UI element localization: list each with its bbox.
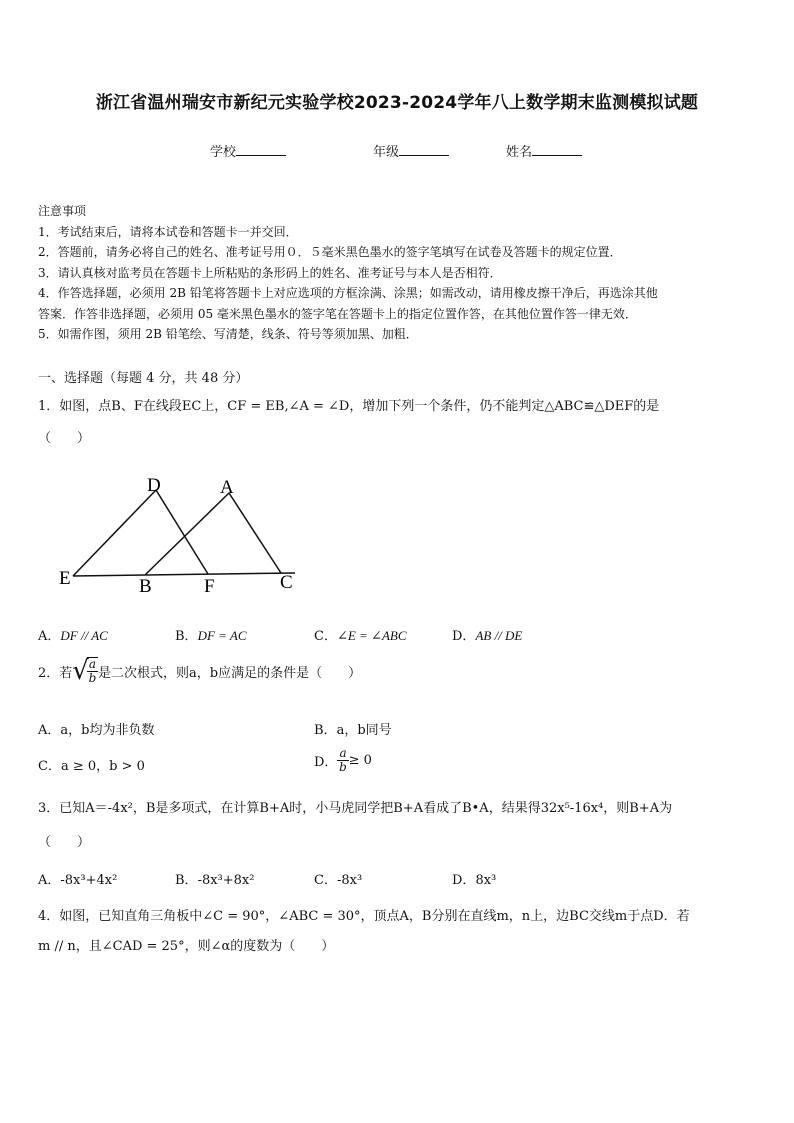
- option-letter: B．: [175, 629, 198, 644]
- question-4-stem-line2: m // n，且∠CAD = 25°，则∠α的度数为（ ）: [38, 939, 335, 954]
- school-field: [210, 141, 286, 160]
- fraction-numerator: a: [88, 657, 97, 671]
- q3-option-a[interactable]: [38, 869, 117, 888]
- school-label: 学校: [210, 145, 237, 160]
- option-text: a ≥ 0，b > 0: [60, 759, 145, 774]
- q1-option-b[interactable]: [175, 625, 247, 644]
- name-blank: [532, 143, 582, 156]
- question-2-stem: [38, 657, 361, 685]
- label-b: B: [139, 576, 152, 597]
- label-d: D: [147, 475, 161, 496]
- option-text: a，b同号: [336, 723, 392, 738]
- segment-ed: [73, 490, 156, 576]
- radical-sign-icon: √: [72, 656, 89, 686]
- label-e: E: [59, 568, 71, 589]
- section-title: 一、选择题（每题 4 分，共 48 分）: [38, 371, 249, 386]
- option-letter: C．: [314, 873, 337, 888]
- grade-field: [373, 141, 449, 160]
- note-item: 4．作答选择题，必须用 2B 铅笔将答题卡上对应选项的方框涂满、涂黑；如需改动，请用橡皮擦干净后，再选涂其他: [38, 286, 658, 300]
- q1-option-c[interactable]: [314, 625, 407, 644]
- segment-df: [156, 490, 208, 574]
- note-item: 5．如需作图，须用 2B 铅笔绘、写清楚，线条、符号等须加黑、加粗．: [38, 327, 418, 341]
- q2-option-a[interactable]: [38, 719, 154, 738]
- segment-ba: [145, 493, 229, 575]
- q3-option-d[interactable]: [452, 869, 496, 888]
- q2-prefix: 2．若: [38, 665, 73, 681]
- option-letter: A．: [38, 723, 61, 738]
- q1-option-a[interactable]: [38, 625, 108, 644]
- option-letter: D．: [452, 873, 476, 888]
- option-text: AB // DE: [475, 628, 523, 643]
- q2-suffix: 是二次根式，则a，b应满足的条件是（ ）: [98, 665, 362, 681]
- label-c: C: [280, 572, 293, 593]
- sqrt-expression: [72, 657, 98, 685]
- q3-option-c[interactable]: [314, 869, 362, 888]
- note-item: 2．答题前，请务必将自己的姓名、准考证号用０．５毫米黑色墨水的签字笔填写在试卷及答题卡的规定位置．: [38, 245, 622, 259]
- option-text: ≥ 0: [348, 753, 372, 768]
- note-item: 答案．作答非选择题，必须用 05 毫米黑色墨水的签字笔在答题卡上的指定位置作答，在其他位置作答一律无效．: [38, 306, 637, 321]
- option-text: ∠E = ∠ABC: [336, 628, 407, 643]
- fraction-a-over-b: [87, 658, 98, 685]
- question-1-figure: [55, 470, 315, 600]
- question-1-stem: 1．如图，点B、F在线段EC上，CF = EB,∠A = ∠D，增加下列一个条件，仍不能判定△ABC≌△DEF的是: [38, 399, 660, 414]
- option-text: -8x³: [336, 873, 363, 888]
- label-a: A: [220, 477, 234, 498]
- school-blank: [236, 143, 286, 156]
- label-f: F: [204, 576, 215, 597]
- fraction-denominator: b: [88, 671, 97, 685]
- note-item: 1．考试结束后，请将本试卷和答题卡一并交回．: [38, 224, 298, 239]
- name-label: 姓名: [506, 145, 533, 160]
- notes-heading: 注意事项: [38, 204, 87, 218]
- note-item: 3．请认真核对监考员在答题卡上所粘贴的条形码上的姓名、准考证号与本人是否相符．: [38, 265, 502, 280]
- question-3-paren: （ ）: [38, 835, 91, 850]
- grade-label: 年级: [373, 145, 400, 160]
- q2-option-d[interactable]: [314, 747, 372, 774]
- option-text: 8x³: [475, 873, 497, 888]
- q2-option-b[interactable]: [314, 719, 392, 738]
- option-text: a，b均为非负数: [60, 723, 155, 738]
- name-field: [506, 141, 582, 160]
- option-letter: B．: [314, 723, 337, 738]
- segment-ac: [229, 493, 281, 573]
- segment-ec: [73, 573, 295, 576]
- option-letter: C．: [38, 759, 61, 774]
- option-letter: C．: [314, 629, 337, 644]
- q3-option-b[interactable]: [175, 869, 254, 888]
- fraction-a-over-b: [337, 747, 348, 774]
- q1-option-d[interactable]: [452, 625, 522, 644]
- option-text: DF // AC: [60, 628, 108, 643]
- option-letter: D．: [314, 755, 338, 770]
- option-letter: D．: [452, 629, 476, 644]
- page-title: 浙江省温州瑞安市新纪元实验学校2023-2024学年八上数学期末监测模拟试题: [95, 93, 699, 113]
- notes-block: [38, 201, 658, 345]
- option-text: DF = AC: [197, 628, 247, 643]
- question-3-stem: 3．已知A＝-4x²，B是多项式，在计算B+A时，小马虎同学把B+A看成了B•A，结果得32x⁵-16x⁴，则B+A为: [38, 801, 673, 816]
- question-1-paren: （ ）: [38, 431, 91, 446]
- q2-option-c[interactable]: [38, 755, 145, 774]
- fraction-numerator: a: [339, 746, 347, 760]
- fraction-denominator: b: [339, 760, 347, 774]
- grade-blank: [399, 143, 449, 156]
- option-text: -8x³+4x²: [60, 873, 118, 888]
- option-letter: B．: [175, 873, 198, 888]
- option-text: -8x³+8x²: [197, 873, 255, 888]
- option-letter: A．: [38, 629, 61, 644]
- option-letter: A．: [38, 873, 61, 888]
- question-4-stem-line1: 4．如图，已知直角三角板中∠C = 90°，∠ABC = 30°，顶点A，B分别在直线m，n上，边BC交线m于点D．若: [38, 909, 690, 924]
